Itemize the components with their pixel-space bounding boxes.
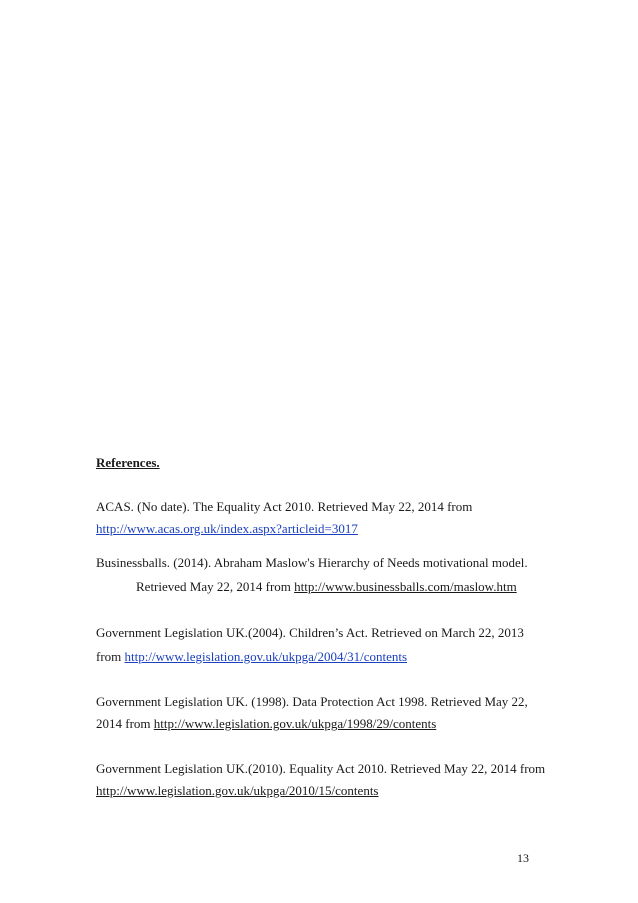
reference-acas-line1: ACAS. (No date). The Equality Act 2010. Retrieved May 22, 2014 from: [96, 499, 473, 514]
reference-businessballs-line1: Businessballs. (2014). Abraham Maslow's Hierarchy of Needs motivational model.: [96, 555, 528, 570]
reference-equality-act-line2: [96, 783, 378, 799]
reference-childrens-act-line1: Government Legislation UK.(2004). Children’s Act. Retrieved on March 22, 2013: [96, 625, 524, 640]
reference-acas-link[interactable]: http://www.acas.org.uk/index.aspx?articleid=3017: [96, 521, 358, 536]
reference-data-protection-prefix: 2014 from: [96, 716, 154, 731]
reference-data-protection-line1: Government Legislation UK. (1998). Data Protection Act 1998. Retrieved May 22,: [96, 694, 528, 709]
reference-childrens-act-link[interactable]: http://www.legislation.gov.uk/ukpga/2004/31/contents: [124, 649, 408, 664]
reference-businessballs-line2: [136, 579, 517, 595]
reference-businessballs-prefix: Retrieved May 22, 2014 from: [136, 579, 295, 594]
reference-childrens-act-line2: [96, 649, 407, 665]
reference-businessballs-link[interactable]: http://www.businessballs.com/maslow.htm: [294, 579, 517, 594]
reference-equality-act-link[interactable]: http://www.legislation.gov.uk/ukpga/2010/15/contents: [96, 783, 379, 798]
references-heading: References.: [96, 455, 160, 470]
reference-childrens-act-prefix: from: [96, 649, 125, 664]
reference-equality-act-line1: Government Legislation UK.(2010). Equality Act 2010. Retrieved May 22, 2014 from: [96, 761, 546, 776]
reference-acas-line2: [96, 521, 358, 537]
page-number: 13: [517, 851, 529, 865]
reference-data-protection-line2: [96, 716, 436, 732]
reference-data-protection-link[interactable]: http://www.legislation.gov.uk/ukpga/1998/29/contents: [153, 716, 437, 731]
